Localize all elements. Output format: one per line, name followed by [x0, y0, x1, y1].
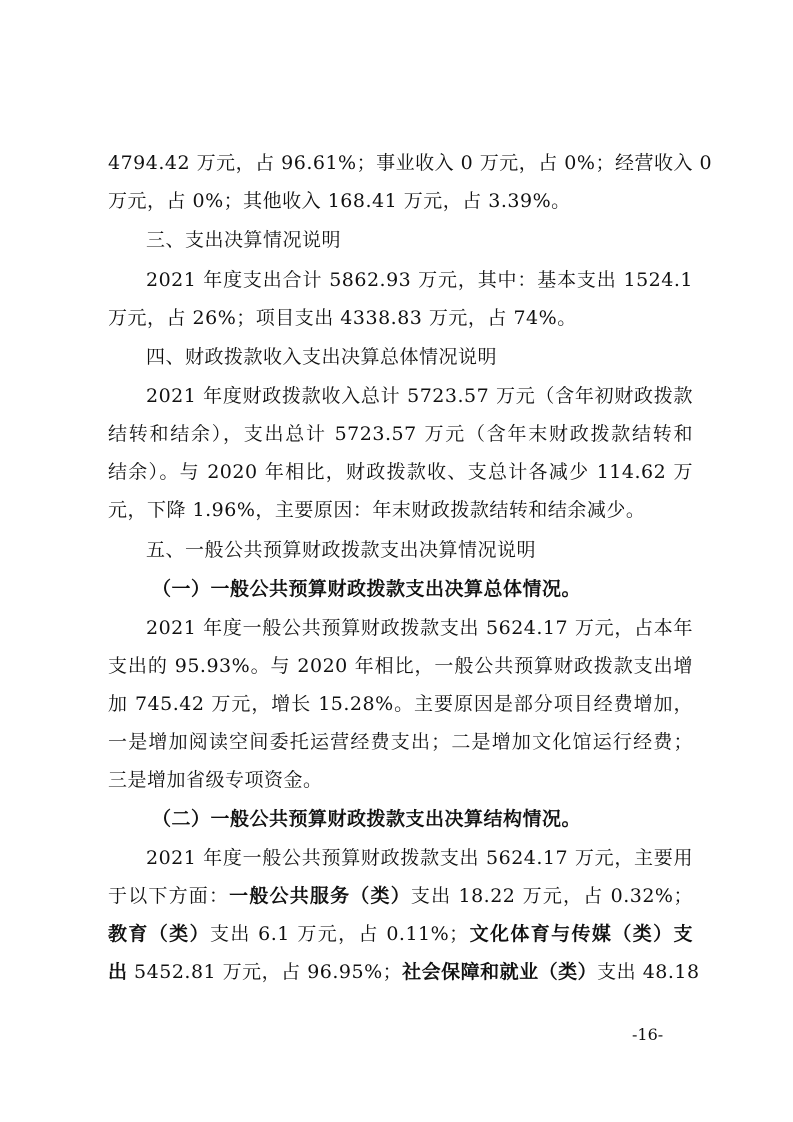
subsection-heading: （二）一般公共预算财政拨款支出决算结构情况。	[152, 808, 582, 830]
subsection-heading: （一）一般公共预算财政拨款支出决算总体情况。	[152, 578, 582, 600]
body-text-line: 一是增加阅读空间委托运营经费支出；二是增加文化馆运行经费；	[108, 731, 693, 753]
body-text-line: 万元，占 26%；项目支出 4338.83 万元，占 74%。	[108, 307, 577, 329]
body-text-line: 结转和结余），支出总计 5723.57 万元（含年末财政拨款结转和	[108, 423, 693, 445]
body-text-line: 2021 年度一般公共预算财政拨款支出 5624.17 万元，占本年	[146, 617, 693, 639]
section-heading: 五、一般公共预算财政拨款支出决算情况说明	[146, 539, 537, 561]
section-heading: 四、财政拨款收入支出决算总体情况说明	[146, 346, 498, 368]
section-heading: 三、支出决算情况说明	[146, 229, 342, 251]
body-text-line: 三是增加省级专项资金。	[108, 769, 323, 791]
page-number: -16-	[632, 1025, 664, 1044]
category-label: 文化体育与传媒（类）支	[468, 923, 693, 945]
body-text-line: 万元，占 0%；其他收入 168.41 万元，占 3.39%。	[108, 190, 571, 212]
category-label: 出	[108, 961, 128, 983]
body-text-line: 4794.42 万元，占 96.61%；事业收入 0 万元，占 0%；经营收入 0	[108, 152, 713, 174]
text-run: 支出 6.1 万元，占 0.11%；	[209, 923, 469, 945]
body-text-line: 结余）。与 2020 年相比，财政拨款收、支总计各减少 114.62 万	[108, 461, 693, 483]
body-text-line	[108, 883, 693, 909]
body-text-line: 2021 年度财政拨款收入总计 5723.57 万元（含年初财政拨款	[146, 385, 693, 407]
body-text-line	[108, 959, 700, 985]
body-text-line: 2021 年度支出合计 5862.93 万元，其中：基本支出 1524.1	[146, 269, 693, 291]
category-label: 教育（类）	[108, 923, 210, 945]
text-run: 支出 18.22 万元，占 0.32%；	[410, 885, 693, 907]
body-text-line: 支出的 95.93%。与 2020 年相比，一般公共预算财政拨款支出增	[108, 655, 693, 677]
body-text-line: 加 745.42 万元，增长 15.28%。主要原因是部分项目经费增加，	[108, 693, 693, 715]
body-text-line: 元，下降 1.96%，主要原因：年末财政拨款结转和结余减少。	[108, 499, 646, 521]
body-text-line: 2021 年度一般公共预算财政拨款支出 5624.17 万元，主要用	[146, 847, 693, 869]
text-run: 5452.81 万元，占 96.95%；	[127, 961, 403, 983]
body-text-line	[108, 921, 693, 947]
category-label: 一般公共服务（类）	[229, 885, 411, 907]
category-label: 社会保障和就业（类）	[402, 961, 598, 983]
text-run: 于以下方面：	[108, 885, 230, 907]
text-run: 支出 48.18	[597, 961, 700, 983]
